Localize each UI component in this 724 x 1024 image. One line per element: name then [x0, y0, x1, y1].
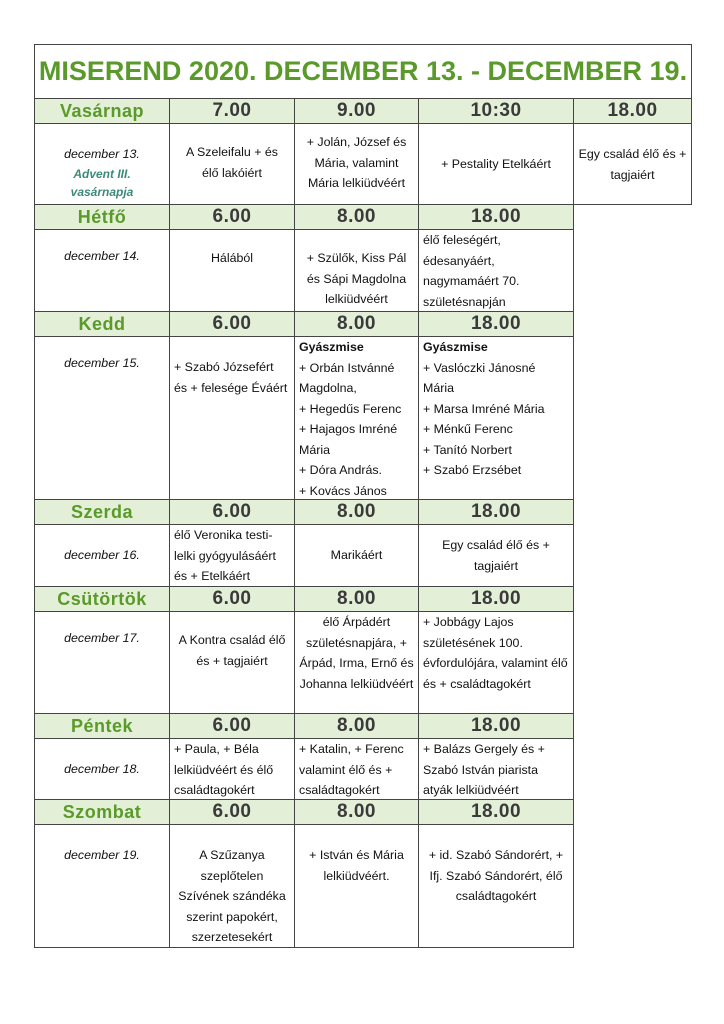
mass-intention: + István és Mária lelkiüdvéért. [294, 824, 419, 948]
date-cell [34, 229, 170, 312]
funeral-mass-list [418, 336, 574, 500]
time-header: 6.00 [169, 499, 295, 525]
time-header: 6.00 [169, 799, 295, 825]
page-title: MISEREND 2020. DECEMBER 13. - DECEMBER 19. [34, 44, 692, 98]
date-label: december 18. [64, 761, 140, 776]
time-header: 8.00 [294, 586, 419, 612]
date-label: december 13. [64, 147, 140, 161]
time-header: 18.00 [418, 713, 574, 739]
list-item: + Szabó Erzsébet [423, 463, 522, 477]
date-cell [34, 123, 170, 205]
time-header: 18.00 [418, 799, 574, 825]
date-label: december 16. [64, 548, 140, 563]
liturgical-note: vasárnapja [70, 184, 134, 199]
date-cell [34, 524, 170, 587]
day-header-sunday: Vasárnap [34, 98, 170, 124]
mass-intention: Egy család élő és + tagjaiért [418, 524, 574, 587]
time-header: 18.00 [418, 311, 574, 337]
list-item: + Vaslóczki Jánosné Mária [423, 360, 536, 395]
list-item: + Tanító Norbert [423, 442, 512, 457]
day-header-monday: Hétfő [34, 204, 170, 230]
time-header: 18.00 [573, 98, 692, 124]
time-header: 8.00 [294, 204, 419, 230]
time-header: 18.00 [418, 204, 574, 230]
time-header: 18.00 [418, 586, 574, 612]
day-header-saturday: Szombat [34, 799, 170, 825]
time-header: 6.00 [169, 586, 295, 612]
mass-intention: + Katalin, + Ferenc valamint élő és + családtagokért [294, 738, 419, 800]
mass-intention: + Paula, + Béla lelkiüdvéért és élő családtagokért [169, 738, 295, 800]
day-header-thursday: Csütörtök [34, 586, 170, 612]
mass-intention: + Pestality Etelkáért [418, 123, 574, 205]
mass-intention: A Szeleifalu + és élő lakóiért [169, 123, 295, 205]
day-header-tuesday: Kedd [34, 311, 170, 337]
list-item: + Marsa Imréné Mária [423, 401, 545, 416]
time-header: 7.00 [169, 98, 295, 124]
time-header: 8.00 [294, 499, 419, 525]
mass-intention: Hálából [169, 229, 295, 312]
mass-intention: + id. Szabó Sándorért, + Ifj. Szabó Sándorért, élő családtagokért [418, 824, 574, 948]
date-cell [34, 824, 170, 948]
time-header: 9.00 [294, 98, 419, 124]
list-item: + Dóra András. [299, 463, 382, 477]
mass-intention: Marikáért [294, 524, 419, 587]
list-item: + Hajagos Imréné Mária [299, 422, 398, 457]
mass-intention: A Szűzanya szeplőtelen Szívének szándéka szerint papokért, szerzetesekért [169, 824, 295, 948]
funeral-mass-list [294, 336, 419, 500]
date-label: december 17. [64, 631, 140, 645]
date-label: december 19. [64, 848, 140, 862]
time-header: 8.00 [294, 713, 419, 739]
mass-intention: élő Árpádért születésnapjára, + Árpád, Irma, Ernő és Johanna lelkiüdvéért [294, 611, 419, 714]
time-header: 6.00 [169, 311, 295, 337]
time-header: 6.00 [169, 204, 295, 230]
mass-intention: élő feleségért, édesanyáért, nagymamáért 70. születésnapján [418, 229, 574, 312]
day-header-friday: Péntek [34, 713, 170, 739]
mass-intention: + Jolán, József és Mária, valamint Mária lelkiüdvéért [294, 123, 419, 205]
date-label: december 15. [64, 356, 140, 370]
time-header: 18.00 [418, 499, 574, 525]
liturgical-note: Advent III. [73, 166, 131, 181]
mass-intention: Egy család élő és + tagjaiért [573, 123, 692, 205]
date-cell [34, 611, 170, 714]
mass-intention: + Balázs Gergely és + Szabó István piarista atyák lelkiüdvéért [418, 738, 574, 800]
time-header: 8.00 [294, 799, 419, 825]
list-item: + Kovács János [299, 483, 387, 498]
mass-intention: + Jobbágy Lajos születésének 100. évfordulójára, valamint élő és + családtagokért [418, 611, 574, 714]
list-item: + Ménkű Ferenc [423, 422, 513, 436]
list-item: + Hegedűs Ferenc [299, 401, 402, 416]
funeral-mass-heading: Gyászmise [299, 340, 364, 354]
funeral-mass-heading: Gyászmise [423, 340, 488, 354]
mass-intention: A Kontra család élő és + tagjaiért [169, 611, 295, 714]
day-header-wednesday: Szerda [34, 499, 170, 525]
list-item: + Orbán Istvánné Magdolna, [299, 360, 395, 395]
mass-intention: élő Veronika testi-lelki gyógyulásáért és + Etelkáért [169, 524, 295, 587]
time-header: 8.00 [294, 311, 419, 337]
date-cell [34, 336, 170, 500]
date-cell [34, 738, 170, 800]
mass-intention: + Szülők, Kiss Pál és Sápi Magdolna lelkiüdvéért [294, 229, 419, 312]
mass-intention: + Szabó Józsefért és + felesége Éváért [169, 336, 295, 500]
time-header: 6.00 [169, 713, 295, 739]
date-label: december 14. [64, 249, 140, 263]
time-header: 10:30 [418, 98, 574, 124]
